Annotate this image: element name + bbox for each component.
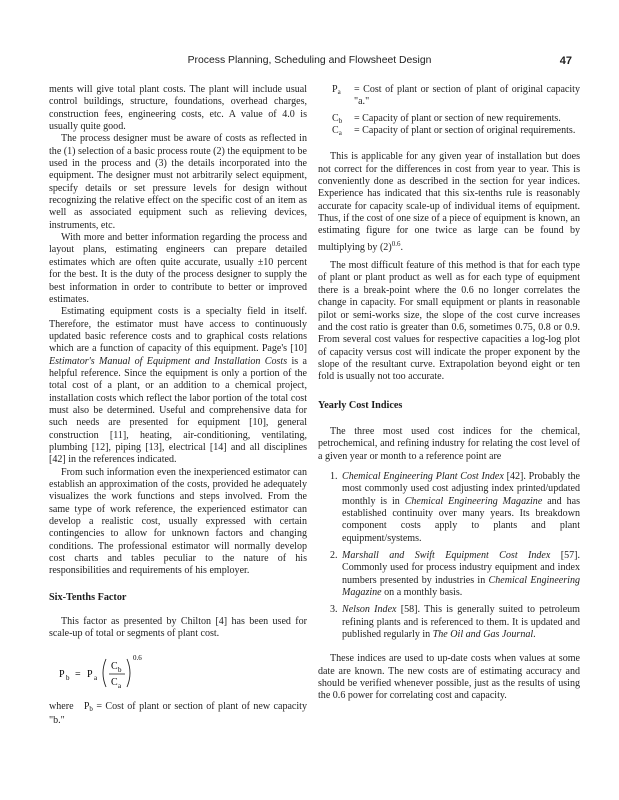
text-run: This is applicable for any given year of installation but does not correct for the differences in cost from year to year. This is conveniently done as described in the section for year indices. Experience has indicated that this six-tenths rule is reasonably accurate for capacity scale-up of individual items of equipment. Thus, if the cost of one size of a piece of equipment is known, an estimating figure for one twice as large can be found by multiplying by (2) [318,151,580,253]
paragraph: This factor as presented by Chilton [4] has been used for scale-up of total or segments of plant cost. [49,616,307,640]
formula-rhs-sub: a [94,673,98,682]
def-symbol: $C_b$ [332,112,343,125]
definition-pa [318,84,580,109]
def-text: = Capacity of plant or section of original requirements. [354,125,576,137]
formula-left-paren [103,659,106,687]
def-symbol: $P_a$ [332,84,341,96]
book-title: Estimator's Manual of Equipment and Installation Costs [49,355,288,367]
list-item: 1. Chemical Engineering Plant Cost Index [42]. Probably the most commonly used cost adjusting index printed/updated monthly is in Chemical Engineering Magazine and has established continuity over many years. Its breakdown component costs apply to plants and plant equipment/systems. [330,470,580,544]
where-word: where [49,700,74,712]
section-heading-yearly-cost-indices: Yearly Cost Indices [318,399,403,411]
cost-index-list [318,471,580,641]
paragraph: The process designer must be aware of costs as reflected in the (1) selection of a basic process route (2) the equipment to be used in the process and (3) the details incorporated into the equipment. The designer must not arbitrarily select equipment, specify details or set pressure levels for design without recognizing the relative effect on the specific cost of an item as well as associated equipment such as relieving devices, instruments, etc. [49,133,307,231]
definition-ca [318,125,580,137]
six-tenths-formula [59,651,307,695]
definition-cb [318,113,580,125]
paragraph: The most difficult feature of this method is that for each type of plant or plant product as well as for each type of equipment there is a break-point where the 0.6 no longer correlates the change in capacity. For small equipment or plants in reasonable pilot or semi-works size, the slope of the cost curve increases and the cost ratio is greater than 0.6, sometimes 0.75, 0.8 or 0.9. From several cost values for respective capacities a log-log plot of capacity versus cost will indicate the proper exponent by the slope of the resultant curve. Extrapolation beyond eight or ten fold is usually not too accurate. [318,260,580,383]
paragraph [49,306,307,466]
index-title: Marshall and Swift Equipment Cost Index [342,550,551,561]
text-run: . [400,241,403,253]
list-number: 2. [330,550,338,561]
formula-right-paren [127,659,130,687]
def-symbol: $C_a$ [332,125,342,138]
paragraph: With more and better information regarding the process and layout plans, estimating engineers can prepare detailed estimates which are often quite accurate, usually ±10 percent for the best. It is the duty of the process designer to supply the best information in order to contribute to better or improved estimates. [49,232,307,305]
formula-lhs: P [59,668,65,680]
formula-numerator: C [111,660,118,672]
formula-denominator: C [111,676,118,688]
running-title: Process Planning, Scheduling and Flowsheet Design [187,55,432,66]
formula-lhs-sub: b [66,673,70,682]
formula-numerator-sub: b [118,665,122,674]
text-run: is a helpful reference. Since the equipment is only a portion of the total cost of a plant, or an addition to a chemical project, installation costs which reflect the labor portion of the total cost must also be determined. Useful and comprehensive data for such needs are presented for equipment [10], general construction [11], heating, air-conditioning, ventilating, plumbing [12], piping [13], electrical [14] and all disciplines [42] in the references indicated. [49,355,307,466]
list-number: 3. [330,604,338,616]
formula-graphic [59,651,209,695]
index-title: Nelson Index [342,604,397,616]
def-text: = Cost of plant or section of plant of original capacity "a." [354,84,580,108]
right-column [318,84,580,703]
formula-exponent: 0.6 [133,653,142,662]
where-symbol: P [83,700,90,712]
page-number: 47 [559,55,572,67]
formula-rhs: P [87,668,93,680]
list-item: 2. Marshall and Swift Equipment Cost Index [57]. Commonly used for process industry equipment and index numbers presented by industries in Chemical Engineering Magazine on a monthly basis. [330,550,580,599]
publication-title: The Oil and Gas Journal [432,629,534,641]
def-text: = Capacity of plant or section of new requirements. [354,112,561,124]
formula-where-line [49,701,307,728]
where-subscript: b [89,704,93,713]
exponent: 0.6 [391,239,401,248]
publication-title: Chemical Engineering Magazine [342,574,580,599]
index-title: Chemical Engineering Plant Cost Index [342,470,504,482]
paragraph: ments will give total plant costs. The plant will include usual control buildings, structure, foundations, overhead charges, construction fees, engineering costs, etc. A value of 4.0 is usually quite good. [49,84,307,133]
paragraph: The three most used cost indices for the chemical, petrochemical, and refining industry for relating the cost level of a given year or month to a reference point are [318,425,580,462]
paragraph: These indices are used to up-date costs when values at some date are known. The new costs are of estimating accuracy and should be verified whenever possible, just as the results of using the 0.6 power for correlating cost and capacity. [318,653,580,702]
formula-equals: = [75,668,81,680]
formula-denominator-sub: a [118,681,122,690]
list-number: 1. [330,470,338,482]
page-header [0,55,619,71]
left-column [49,84,307,727]
paragraph: From such information even the inexperienced estimator can establish an approximation of the costs, provided he adequately visualizes the work functions and steps involved. From the same type of work reference, the experienced estimator can develop a realistic cost, usually expressed with certain contingencies to allow for unknown factors and changing conditions. The professional estimator will normally develop cost charts and tables peculiar to the nature of his responsibilities and requirements of his employer. [49,466,307,577]
where-text: = Cost of plant or section of plant of new capacity "b." [49,700,307,727]
publication-title: Chemical Engineering Magazine [404,495,543,507]
list-item: 3. Nelson Index [58]. This is generally suited to petroleum refining plants and is referenced to them. It is updated and published regularly in The Oil and Gas Journal. [330,604,580,641]
paragraph [318,151,580,254]
section-heading-six-tenths: Six-Tenths Factor [49,591,127,603]
text-run: Estimating equipment costs is a specialty field in itself. Therefore, the estimator must have access to continuously updated basic reference costs and to graphical costs relations which are a function of capacity of this equipment. Page's [10] [49,306,307,355]
